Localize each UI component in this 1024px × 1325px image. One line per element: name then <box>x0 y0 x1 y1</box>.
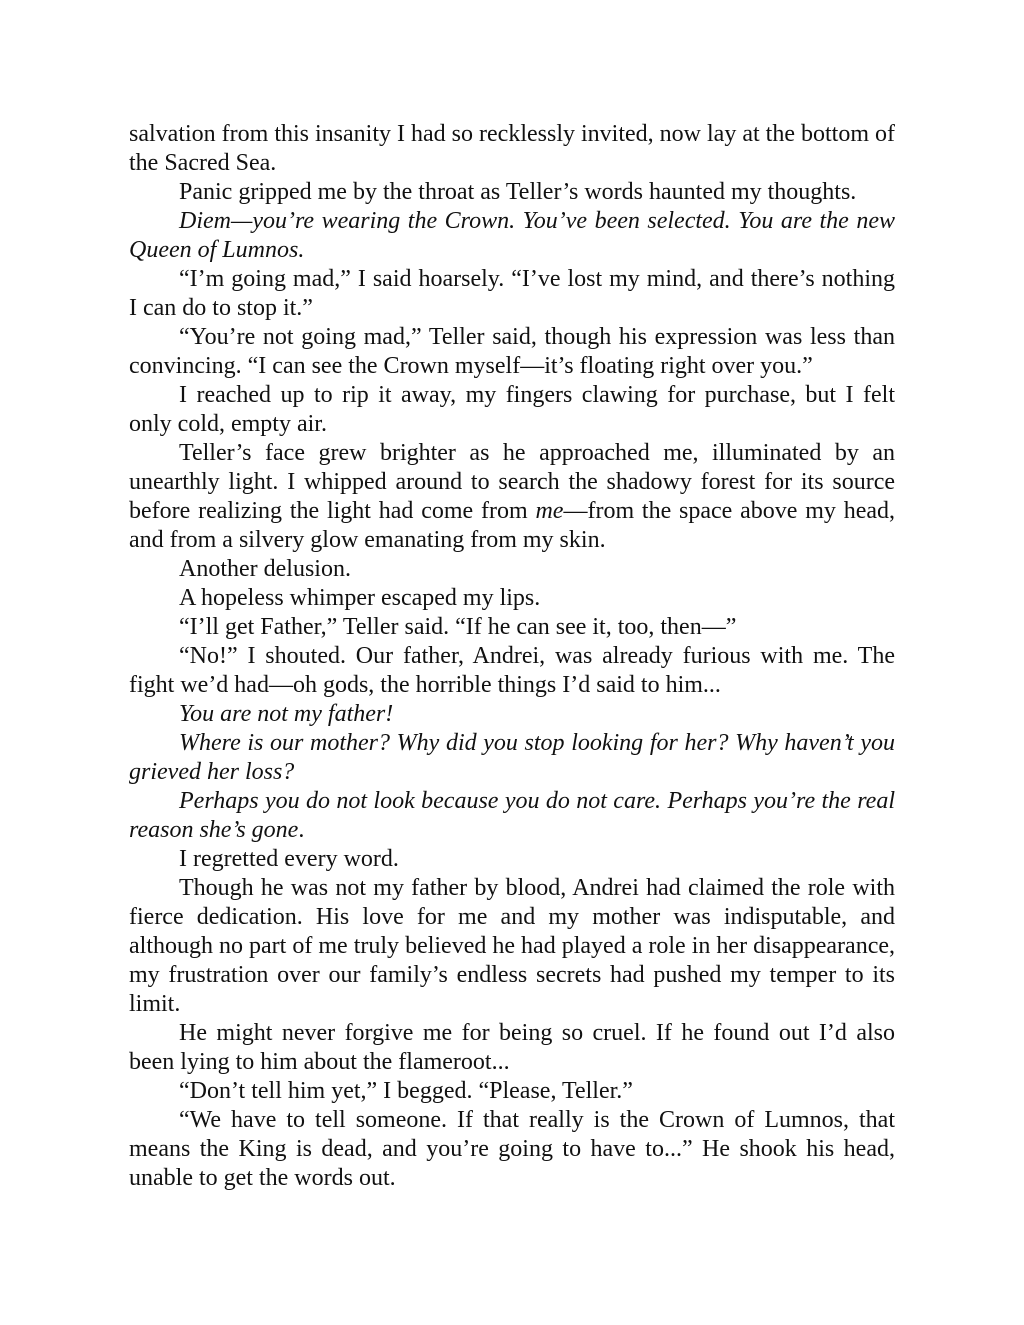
paragraph-italic-memory-mixed <box>129 787 895 845</box>
paragraph-dialogue: “I’ll get Father,” Teller said. “If he can see it, too, then—” <box>179 614 737 640</box>
paragraph-panic: Panic gripped me by the throat as Teller’s words haunted my thoughts. <box>179 179 857 205</box>
paragraph-narration: A hopeless whimper escaped my lips. <box>179 585 541 611</box>
emphasized-word: me <box>535 498 564 524</box>
paragraph-narration: He might never forgive me for being so cruel. If he found out I’d also been lying to him about the flameroot... <box>129 1020 895 1075</box>
paragraph-narration-mixed <box>129 439 895 555</box>
paragraph-italic-memory: Where is our mother? Why did you stop looking for her? Why haven’t you grieved her loss? <box>129 730 895 785</box>
paragraph-text-segment: Teller’s face grew brighter as he approached me, illuminated by an unearthly light. I whipped around to search the shadowy forest for its source before realizing the light had come from <box>129 440 895 524</box>
paragraph-dialogue: “I’m going mad,” I said hoarsely. “I’ve lost my mind, and there’s nothing I can do to stop it.” <box>129 266 895 321</box>
paragraph-dialogue: “You’re not going mad,” Teller said, though his expression was less than convincing. “I can see the Crown myself—it’s floating right over you.” <box>129 324 895 379</box>
paragraph-text-segment: —from the space above my head, and from a silvery glow emanating from my skin. <box>129 498 896 553</box>
paragraph-narration: I regretted every word. <box>179 846 399 872</box>
paragraph-dialogue: “Don’t tell him yet,” I begged. “Please, Teller.” <box>179 1078 633 1104</box>
paragraph-italic-memory: You are not my father! <box>179 701 394 727</box>
paragraph-dialogue: “We have to tell someone. If that really is the Crown of Lumnos, that means the King is dead, and you’re going to have to...” He shook his head, unable to get the words out. <box>129 1107 895 1191</box>
paragraph-narration: Though he was not my father by blood, Andrei had claimed the role with fierce dedication. His love for me and my mother was indisputable, and although no part of me truly believed he had played a role in her disappearance, my frustration over our family’s endless secrets had pushed my temper to its limit. <box>129 875 895 1017</box>
emphasized-text: Perhaps you do not look because you do not care. Perhaps you’re the real reason she’s gone <box>129 788 895 843</box>
paragraph-dialogue: “No!” I shouted. Our father, Andrei, was already furious with me. The fight we’d had—oh gods, the horrible things I’d said to him... <box>129 643 895 698</box>
paragraph-continuation: salvation from this insanity I had so recklessly invited, now lay at the bottom of the Sacred Sea. <box>129 121 895 176</box>
book-page-body <box>129 120 895 1193</box>
paragraph-narration: Another delusion. <box>179 556 351 582</box>
paragraph-text-segment: . <box>298 817 305 843</box>
paragraph-italic-thought: Diem—you’re wearing the Crown. You’ve been selected. You are the new Queen of Lumnos. <box>129 208 895 263</box>
paragraph-narration: I reached up to rip it away, my fingers clawing for purchase, but I felt only cold, empty air. <box>129 382 895 437</box>
